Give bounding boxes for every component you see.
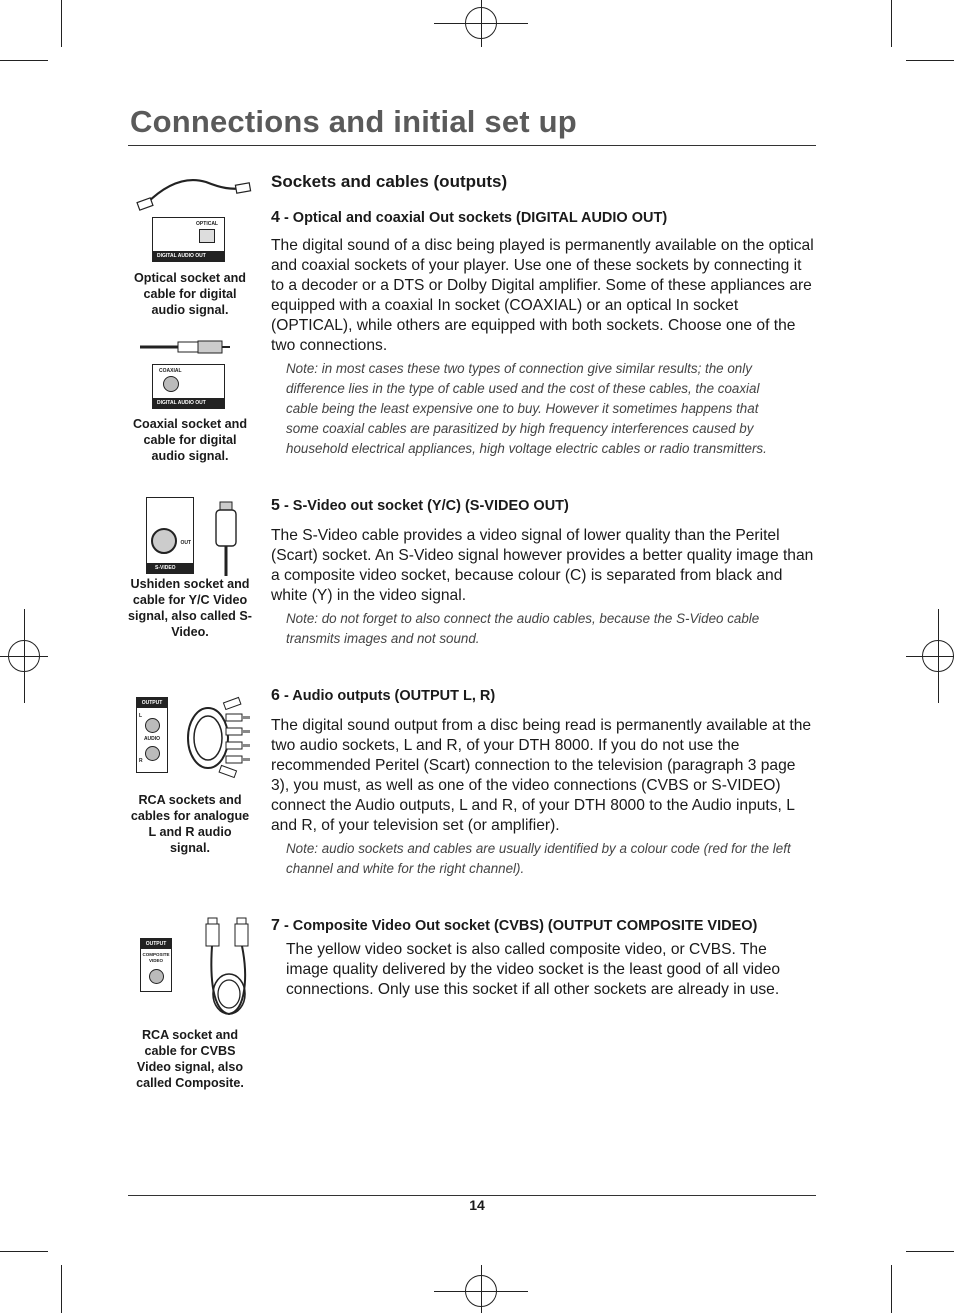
crop-mark: [891, 1265, 892, 1313]
svideo-port-icon: [151, 528, 177, 554]
section-4-title: - Optical and coaxial Out sockets (DIGITAL AUDIO OUT): [283, 210, 668, 226]
section-5-heading: [271, 497, 569, 515]
audio-caption: RCA sockets and cables for analogue L and R audio signal.: [130, 793, 250, 855]
section-6-title: - Audio outputs (OUTPUT L, R): [283, 688, 496, 704]
composite-port-icon: [149, 969, 164, 984]
section-4-note: Note: in most cases these two types of connection give similar results; the only difference lies in the type of cable used and the cost of these cables, the coaxial cable being the least expensive one to buy. However it sometimes happens that some coaxial cables are parasitized by high frequency interferences caused by household electrical appliances, high voltage electric cables or radio transmitters.: [286, 361, 767, 456]
crop-mark: [906, 60, 954, 61]
svideo-caption: Ushiden socket and cable for Y/C Video signal, also called S-Video.: [128, 577, 252, 639]
crop-mark: [0, 60, 48, 61]
footer-rule: [128, 1195, 816, 1196]
optical-cable-illustration: [136, 176, 251, 214]
section-5-title: - S-Video out socket (Y/C) (S-VIDEO OUT): [283, 498, 569, 514]
registration-mark: [481, 1265, 482, 1313]
composite-panel-mid2: VIDEO: [148, 958, 163, 963]
section-6-note: Note: audio sockets and cables are usually identified by a colour code (red for the left channel and white for the right channel).: [286, 841, 791, 876]
section-6-number: 6: [271, 687, 280, 704]
composite-socket-panel: [140, 938, 172, 992]
crop-mark: [906, 1251, 954, 1252]
crop-mark: [891, 0, 892, 47]
audio-panel-header: OUTPUT: [137, 698, 167, 708]
svideo-cable-illustration: [214, 502, 238, 576]
optical-caption: Optical socket and cable for digital audio signal.: [134, 271, 246, 317]
audio-label-r: R: [139, 758, 143, 764]
optical-panel-footer: DIGITAL AUDIO OUT: [153, 251, 224, 261]
section-5-number: 5: [271, 497, 280, 514]
section-7-title: - Composite Video Out socket (CVBS) (OUTPUT COMPOSITE VIDEO): [283, 918, 758, 934]
section-title: Sockets and cables (outputs): [271, 172, 508, 191]
section-4-number: 4: [271, 209, 280, 226]
coaxial-panel-label: COAXIAL: [159, 368, 182, 374]
section-7-number: 7: [271, 917, 280, 934]
svideo-panel-side: OUT: [180, 540, 191, 546]
section-5-body: The S-Video cable provides a video signal of lower quality than the Peritel (Scart) socket. An S-Video signal however provides a better quality image than a composite video socket, because colour (C) is separated from black and white (Y) in the video signal.: [271, 527, 814, 604]
optical-socket-panel: [152, 217, 225, 262]
section-5-note: Note: do not forget to also connect the audio cables, because the S-Video cable transmits images and not sound.: [286, 611, 760, 646]
coaxial-caption: Coaxial socket and cable for digital audio signal.: [132, 417, 248, 463]
registration-mark: [434, 1291, 528, 1292]
composite-caption: RCA socket and cable for CVBS Video signal, also called Composite.: [136, 1028, 244, 1090]
optical-port-icon: [199, 229, 215, 243]
crop-mark: [0, 1251, 48, 1252]
section-7-body: The yellow video socket is also called composite video, or CVBS. The image quality delivered by the video socket is the least good of all video connections. Only use this socket if all other sockets are already in use.: [286, 941, 781, 998]
audio-cable-illustration: [180, 690, 252, 780]
composite-panel-header: OUTPUT: [141, 939, 171, 949]
audio-label-l: L: [139, 713, 143, 719]
composite-cable-illustration: [204, 916, 254, 1020]
coaxial-panel-footer: DIGITAL AUDIO OUT: [153, 398, 224, 408]
section-4-heading: [271, 209, 667, 227]
audio-port-r-icon: [145, 746, 160, 761]
section-6-body: The digital sound output from a disc being read is permanently available at the two audio sockets, L and R, of your DTH 8000. If you do not use the recommended Peritel (Scart) connection to the television (paragraph 3 page 3), you must, as well as one of the video connections (CVBS or S-VIDEO) connect the Audio outputs, L and R, of your DTH 8000 to the Audio inputs, L and R, of your television set (or amplifier).: [271, 717, 812, 834]
coaxial-port-icon: [163, 376, 179, 392]
page-title: Connections and initial set up: [130, 104, 577, 139]
svideo-socket-panel: [146, 497, 194, 574]
section-7-heading: [271, 917, 757, 935]
audio-port-l-icon: [145, 718, 160, 733]
crop-mark: [61, 1265, 62, 1313]
svideo-panel-footer: S-VIDEO: [147, 563, 193, 573]
crop-mark: [61, 0, 62, 47]
section-6-heading: [271, 687, 495, 705]
title-rule: [128, 145, 816, 146]
registration-mark: [0, 656, 48, 657]
optical-panel-label: OPTICAL: [196, 221, 218, 227]
coaxial-socket-panel: [152, 364, 225, 409]
audio-panel-mid: AUDIO: [143, 736, 161, 742]
audio-socket-panel: [136, 697, 168, 773]
composite-panel-mid1: COMPOSITE: [142, 952, 170, 957]
coaxial-cable-illustration: [140, 340, 232, 354]
registration-mark: [906, 656, 954, 657]
registration-mark: [434, 23, 528, 24]
section-4-body: The digital sound of a disc being played is permanently available on the optical and coaxial sockets of your player. Use one of these sockets by connecting it to a decoder or a DTS or Dolby Digital amplifier. Some of these appliances are equipped with a coaxial In socket (COAXIAL) or an optical In socket (OPTICAL), while others are equipped with both sockets. Choose one of the two connections.: [271, 237, 814, 354]
page-number: 14: [469, 1197, 485, 1213]
